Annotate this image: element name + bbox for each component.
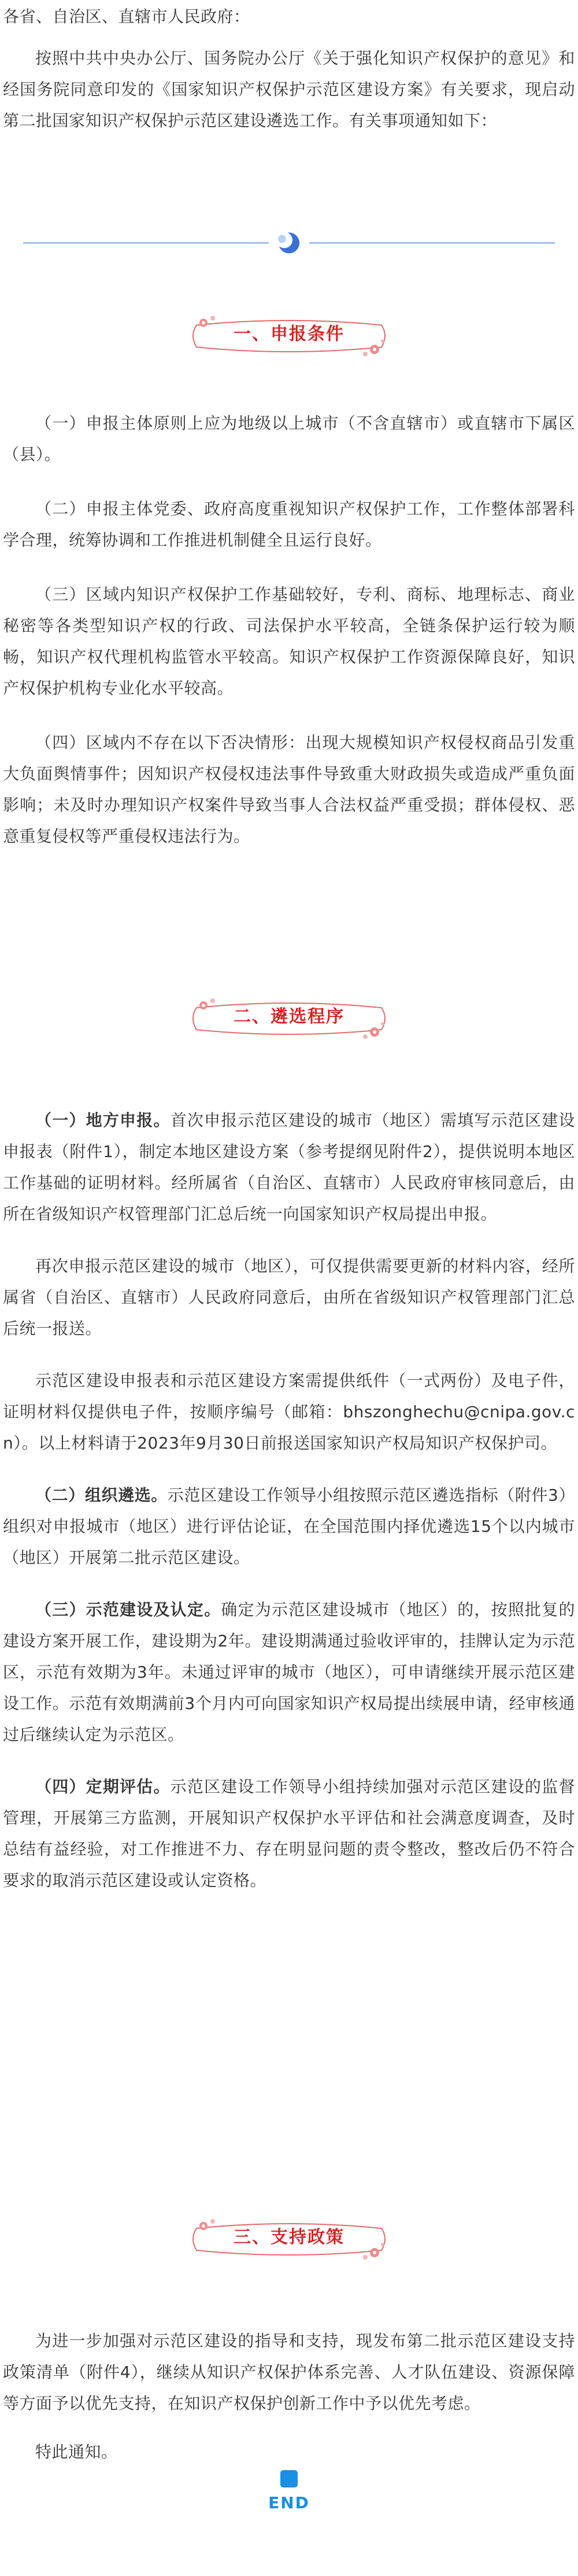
section-title-label: 一、申报条件 <box>234 324 344 344</box>
section-title-1 <box>173 312 405 360</box>
paragraph <box>3 1480 575 1573</box>
paragraph: 再次申报示范区建设的城市（地区），可仅提供需要更新的材料内容，经所属省（自治区、直辖市）人民政府同意后，由所在省级知识产权管理部门汇总后统一报送。 <box>3 1256 575 1338</box>
paragraph <box>3 1105 575 1230</box>
section-1-body <box>3 408 575 852</box>
section-3-body <box>3 2326 575 2468</box>
paragraph-text: 确定为示范区建设城市（地区）的，按照批复的建设方案开展工作，建设期为2年。建设期满通过验收评审的，挂牌认定为示范区，示范有效期为3年。未通过评审的城市（地区），可申请继续开展示范区建设工作。示范有效期满前3个月内可向国家知识产权局提出续展申请，经审核通过后继续认定为示范区。 <box>3 1600 575 1744</box>
section-title-3 <box>173 2216 405 2263</box>
paragraph-lead: （四）定期评估。 <box>35 1777 171 1796</box>
paragraph: （二）申报主体党委、政府高度重视知识产权保护工作，工作整体部署科学合理，统筹协调和工作推进机制健全且运行良好。 <box>3 499 575 550</box>
closing-paragraph: 特此通知。 <box>35 2442 118 2461</box>
paragraph: （一）申报主体原则上应为地级以上城市（不含直辖市）或直辖市下属区（县）。 <box>3 414 575 464</box>
paragraph <box>3 1365 575 1459</box>
intro-paragraph: 按照中共中央办公厅、国务院办公厅《关于强化知识产权保护的意见》和经国务院同意印发的《国家知识产权保护示范区建设方案》有关要求，现启动第二批国家知识产权保护示范区建设遴选工作。有关事项通知如下： <box>3 49 575 130</box>
section-title-2 <box>173 995 405 1042</box>
paragraph-text: 示范区建设申报表和示范区建设方案需提供纸件（一式两份）及电子件，证明材料仅提供电子件，按顺序编号（邮箱：bhszonghechu@cnipa.gov.cn）。以上材料请于2023年9月30日前报送国家知识产权局知识产权保护司。 <box>3 1371 575 1453</box>
end-marker <box>260 2470 318 2528</box>
intro-block <box>3 1 575 137</box>
paragraph <box>3 1771 575 1896</box>
paragraph-lead: （三）示范建设及认定。 <box>35 1600 221 1619</box>
paragraph-text: 示范区建设工作领导小组按照示范区遴选指标（附件3）组织对申报城市（地区）进行评估论证，在全国范围内择优遴选15个以内城市（地区）开展第二批示范区建设。 <box>3 1486 575 1567</box>
paragraph: （三）区域内知识产权保护工作基础较好，专利、商标、地理标志、商业秘密等各类型知识产权的行政、司法保护水平较高，全链条保护运行较为顺畅，知识产权代理机构监管水平较高。知识产权保护工作资源保障良好，知识产权保护机构专业化水平较高。 <box>3 585 575 698</box>
paragraph-text: 首次申报示范区建设的城市（地区）需填写示范区建设申报表（附件1），制定本地区建设方案（参考提纲见附件2），提供说明本地区工作基础的证明材料。经所属省（自治区、直辖市）人民政府审核同意后，由所在省级知识产权管理部门汇总后统一向国家知识产权局提出申报。 <box>3 1111 575 1223</box>
paragraph: 为进一步加强对示范区建设的指导和支持，现发布第二批示范区建设支持政策清单（附件4），继续从知识产权保护体系完善、人才队伍建设、资源保障等方面予以优先支持，在知识产权保护创新工作中予以优先考虑。 <box>3 2331 575 2413</box>
section-2-body <box>3 1105 575 1896</box>
paragraph-lead: （一）地方申报。 <box>35 1111 171 1130</box>
paragraph-lead: （二）组织遴选。 <box>35 1486 168 1505</box>
end-label: END <box>268 2493 310 2512</box>
paragraph <box>3 1594 575 1750</box>
salutation: 各省、自治区、直辖市人民政府： <box>3 7 250 26</box>
section-title-label: 三、支持政策 <box>234 2227 344 2247</box>
paragraph-text: 示范区建设工作领导小组持续加强对示范区建设的监督管理，开展第三方监测，开展知识产权保护水平评估和社会满意度调查，及时总结有益经验，对工作推进不力、存在明显问题的责令整改，整改后仍不符合要求的取消示范区建设或认定资格。 <box>3 1777 575 1890</box>
end-square-icon <box>280 2470 298 2487</box>
paragraph: （四）区域内不存在以下否决情形：出现大规模知识产权侵权商品引发重大负面舆情事件；因知识产权侵权违法事件导致重大财政损失或造成严重负面影响；未及时办理知识产权案件导致当事人合法权益严重受损；群体侵权、恶意重复侵权等严重侵权违法行为。 <box>3 733 575 846</box>
section-title-label: 二、遴选程序 <box>234 1007 344 1027</box>
ornament-divider <box>0 229 578 257</box>
